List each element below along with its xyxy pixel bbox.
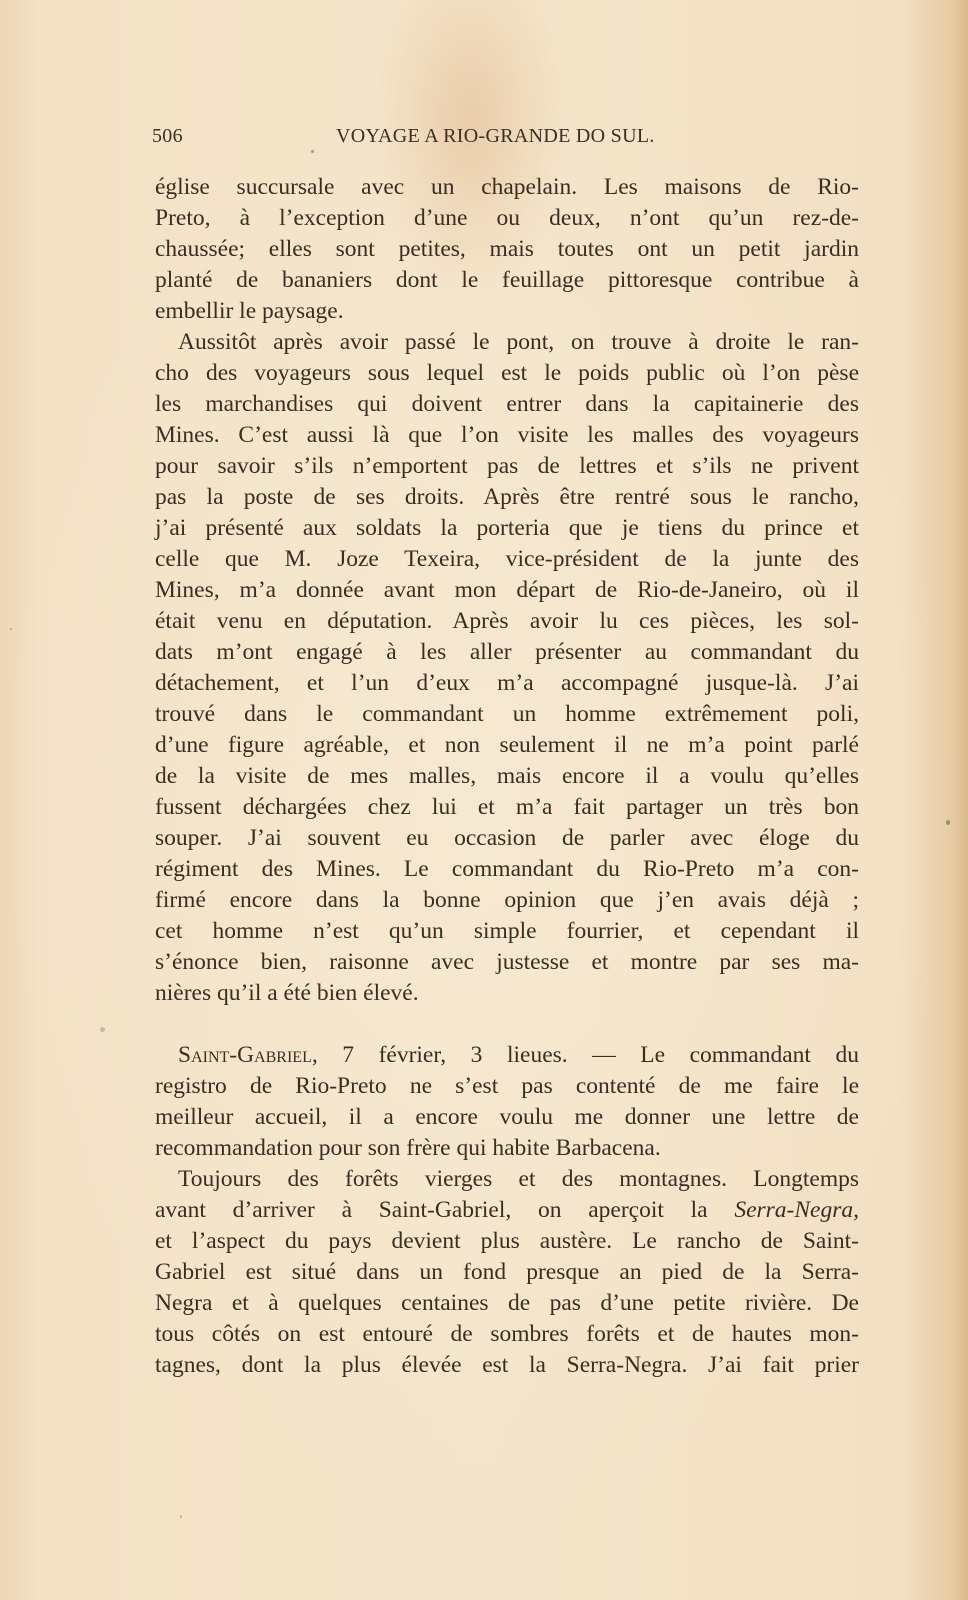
paper-speck (10, 628, 12, 630)
place-name-italic: Serra-Negra, (734, 1197, 859, 1223)
text-line: cet homme n’est qu’un simple fourrier, et cependant il (155, 918, 859, 944)
text-line: dats m’ont engagé à les aller présenter au commandant du (155, 639, 859, 665)
text-line: régiment des Mines. Le commandant du Rio-Preto m’a con- (155, 856, 859, 882)
text-line: planté de bananiers dont le feuillage pittoresque contribue à (155, 267, 859, 293)
text-line: les marchandises qui doivent entrer dans la capitainerie des (155, 391, 859, 417)
paper-speck (100, 1027, 105, 1032)
text-line: trouvé dans le commandant un homme extrêmement poli, (155, 701, 859, 727)
text-line: chaussée; elles sont petites, mais toutes ont un petit jardin (155, 236, 859, 262)
text-line: firmé encore dans la bonne opinion que j’en avais déjà ; (155, 887, 859, 913)
section-entry-line (178, 1040, 859, 1070)
text-line: Mines, m’a donnée avant mon départ de Rio-de-Janeiro, où il (155, 577, 859, 603)
text-line: Aussitôt après avoir passé le pont, on trouve à droite le ran- (178, 329, 859, 355)
text-line: j’ai présenté aux soldats la porteria que je tiens du prince et (155, 515, 859, 541)
running-head (152, 125, 862, 153)
text-line: cho des voyageurs sous lequel est le poids public où l’on pèse (155, 360, 859, 386)
text-line: Mines. C’est aussi là que l’on visite les malles des voyageurs (155, 422, 859, 448)
text-line: Toujours des forêts vierges et des montagnes. Longtemps (178, 1166, 859, 1192)
text-line (155, 1195, 859, 1225)
text-line: tagnes, dont la plus élevée est la Serra-Negra. J’ai fait prier (155, 1352, 859, 1378)
section-heading-rest: , 7 février, 3 lieues. — Le commandant du (311, 1042, 859, 1068)
text-line: meilleur accueil, il a encore voulu me donner une lettre de (155, 1104, 859, 1130)
text-line: pas la poste de ses droits. Après être rentré sous le rancho, (155, 484, 859, 510)
text-line: Gabriel est situé dans un fond presque an pied de la Serra- (155, 1259, 859, 1285)
text-line: tous côtés on est entouré de sombres forêts et de hautes mon- (155, 1321, 859, 1347)
text-line: pour savoir s’ils n’emportent pas de lettres et s’ils ne privent (155, 453, 859, 479)
paper-speck (946, 820, 950, 825)
text-line: détachement, et l’un d’eux m’a accompagné jusque-là. J’ai (155, 670, 859, 696)
text-line: nières qu’il a été bien élevé. (155, 980, 419, 1006)
running-title: VOYAGE A RIO-GRANDE DO SUL. (336, 125, 655, 147)
text-line: était venu en députation. Après avoir lu ces pièces, les sol- (155, 608, 859, 634)
section-heading: Saint-Gabriel (178, 1042, 312, 1068)
text-line: Negra et à quelques centaines de pas d’une petite rivière. De (155, 1290, 859, 1316)
text-segment: avant d’arriver à Saint-Gabriel, on aperçoit la (155, 1197, 735, 1223)
paper-speck (311, 150, 314, 153)
text-line: fussent déchargées chez lui et m’a fait partager un très bon (155, 794, 859, 820)
text-line: église succursale avec un chapelain. Les maisons de Rio- (155, 174, 859, 200)
text-line: et l’aspect du pays devient plus austère. Le rancho de Saint- (155, 1228, 859, 1254)
page-number: 506 (152, 125, 183, 147)
text-line: d’une figure agréable, et non seulement il ne m’a point parlé (155, 732, 859, 758)
paper-speck (180, 1515, 182, 1518)
text-line: souper. J’ai souvent eu occasion de parler avec éloge du (155, 825, 859, 851)
text-line: recommandation pour son frère qui habite Barbacena. (155, 1135, 661, 1161)
text-line: registro de Rio-Preto ne s’est pas contenté de me faire le (155, 1073, 859, 1099)
text-line: embellir le paysage. (155, 298, 344, 324)
text-line: celle que M. Joze Texeira, vice-président de la junte des (155, 546, 859, 572)
text-line: Preto, à l’exception d’une ou deux, n’ont qu’un rez-de- (155, 205, 859, 231)
text-line: s’énonce bien, raisonne avec justesse et montre par ses ma- (155, 949, 859, 975)
text-line: de la visite de mes malles, mais encore il a voulu qu’elles (155, 763, 859, 789)
